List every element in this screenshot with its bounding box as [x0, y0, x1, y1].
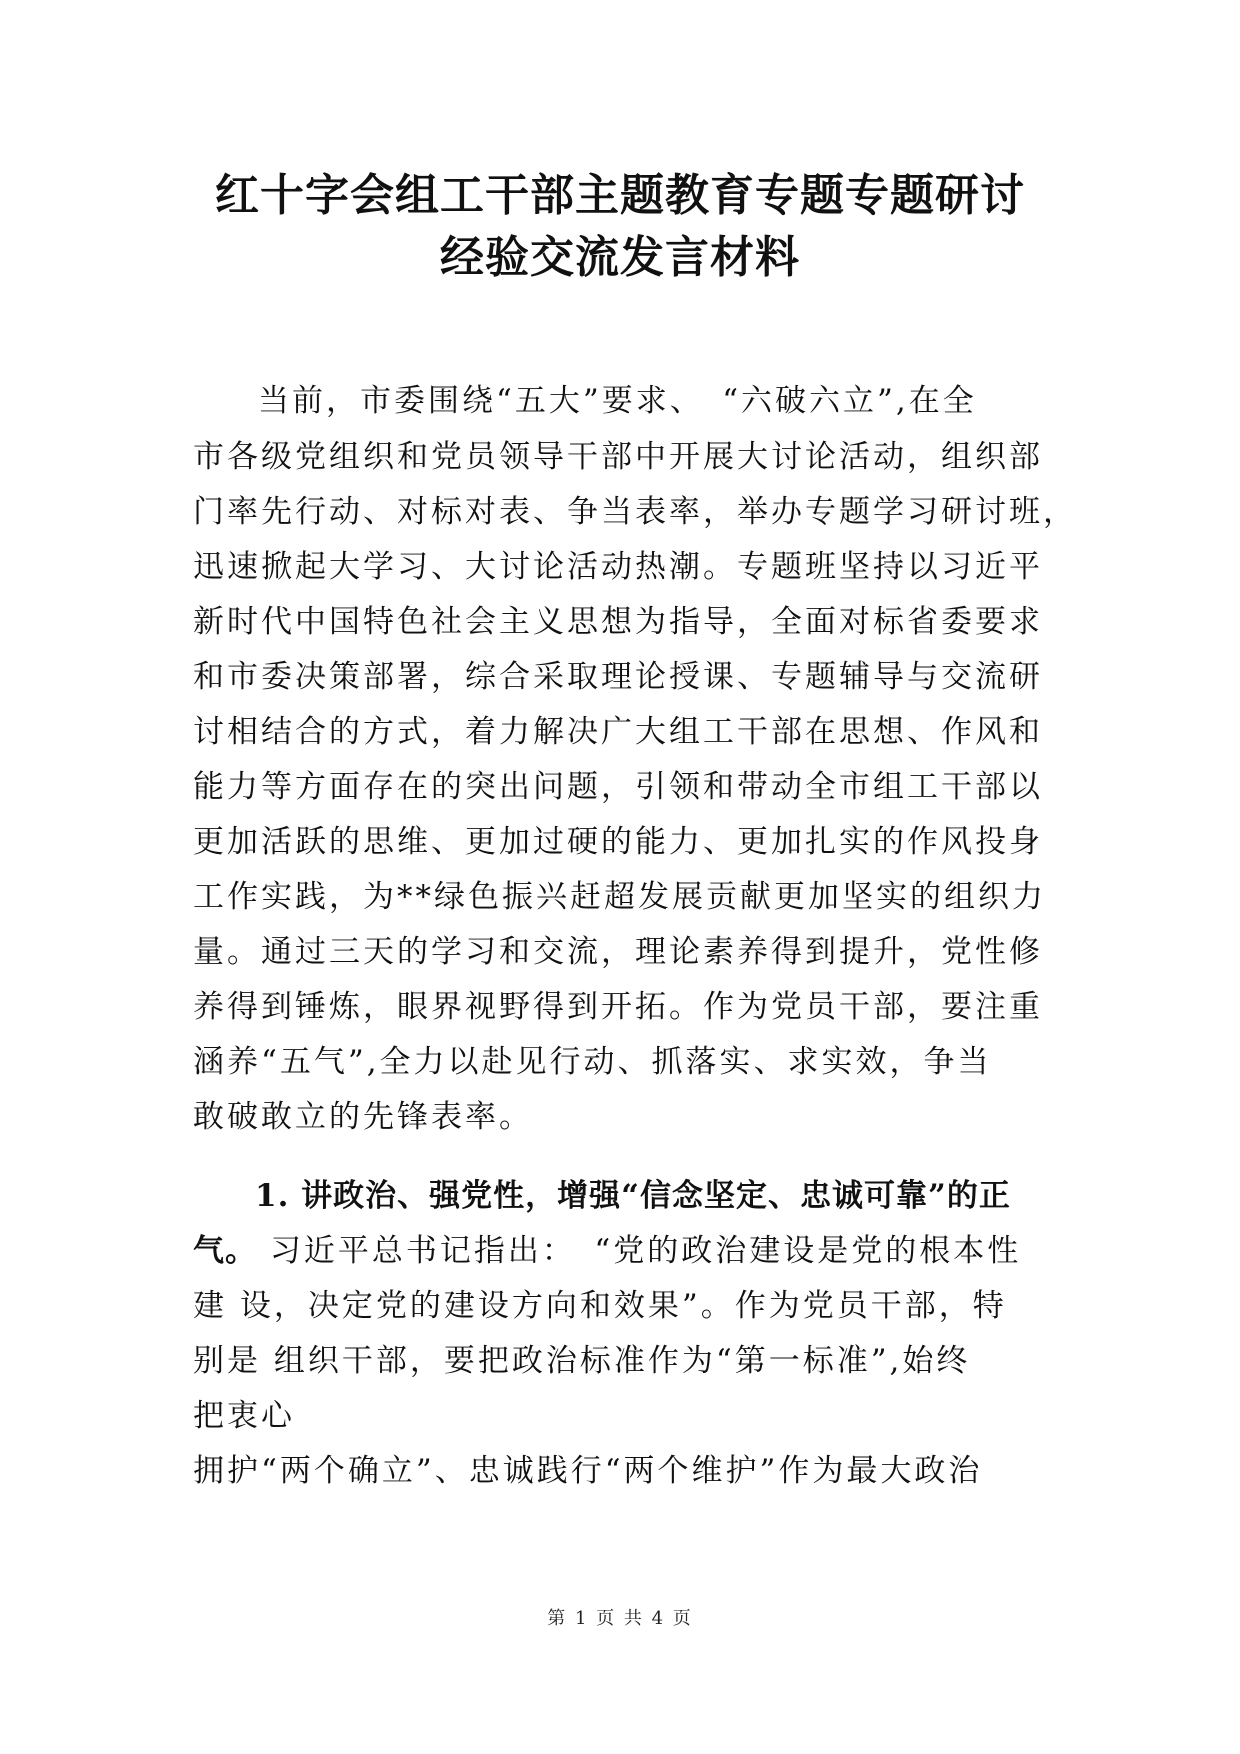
text-line: 门率先行动、对标对表、争当表率，举办专题学习研讨班， [193, 494, 1077, 530]
text-line: 和市委决策部署，综合采取理论授课、专题辅导与交流研 [193, 659, 1043, 695]
text-line [193, 1231, 1021, 1271]
text-line: 新时代中国特色社会主义思想为指导，全面对标省委要求 [193, 604, 1043, 640]
text-line: 当前，市委围绕“五大”要求、 “六破六立”,在全 [258, 383, 977, 419]
text-line: 迅速掀起大学习、大讨论活动热潮。专题班坚持以习近平 [193, 549, 1043, 585]
text-line: 建 设，决定党的建设方向和效果”。作为党员干部，特 [193, 1288, 1007, 1324]
section-heading-end: 气。 [193, 1233, 257, 1269]
text-line: 涵养“五气”,全力以赴见行动、抓落实、求实效，争当 [193, 1044, 992, 1080]
text-line: 讨相结合的方式，着力解决广大组工干部在思想、作风和 [193, 714, 1043, 750]
text-line: 量。通过三天的学习和交流，理论素养得到提升，党性修 [193, 934, 1043, 970]
text-line: 敢破敢立的先锋表率。 [193, 1099, 533, 1135]
text-line: 养得到锤炼，眼界视野得到开拓。作为党员干部，要注重 [193, 989, 1043, 1025]
document-title-line-1: 红十字会组工干部主题教育专题专题研讨 [215, 170, 1025, 221]
page-number-footer: 第 1 页 共 4 页 [547, 1608, 693, 1629]
text-line: 更加活跃的思维、更加过硬的能力、更加扎实的作风投身 [193, 824, 1043, 860]
text-line: 市各级党组织和党员领导干部中开展大讨论活动，组织部 [193, 439, 1043, 475]
text-line: 别是 组织干部，要把政治标准作为“第一标准”,始终 [193, 1343, 971, 1379]
text-line: 能力等方面存在的突出问题，引领和带动全市组工干部以 [193, 769, 1043, 805]
text-line: 工作实践，为**绿色振兴赶超发展贡献更加坚实的组织力 [193, 879, 1046, 915]
section-heading: 1. 讲政治、强党性，增强“信念坚定、忠诚可靠”的正 [255, 1178, 1011, 1214]
text-line: 拥护“两个确立”、忠诚践行“两个维护”作为最大政治 [193, 1453, 983, 1489]
document-title-line-2: 经验交流发言材料 [440, 232, 800, 283]
text-line: 把衷心 [193, 1398, 295, 1434]
text-span: 习近平总书记指出： “党的政治建设是党的根本性 [257, 1233, 1022, 1269]
